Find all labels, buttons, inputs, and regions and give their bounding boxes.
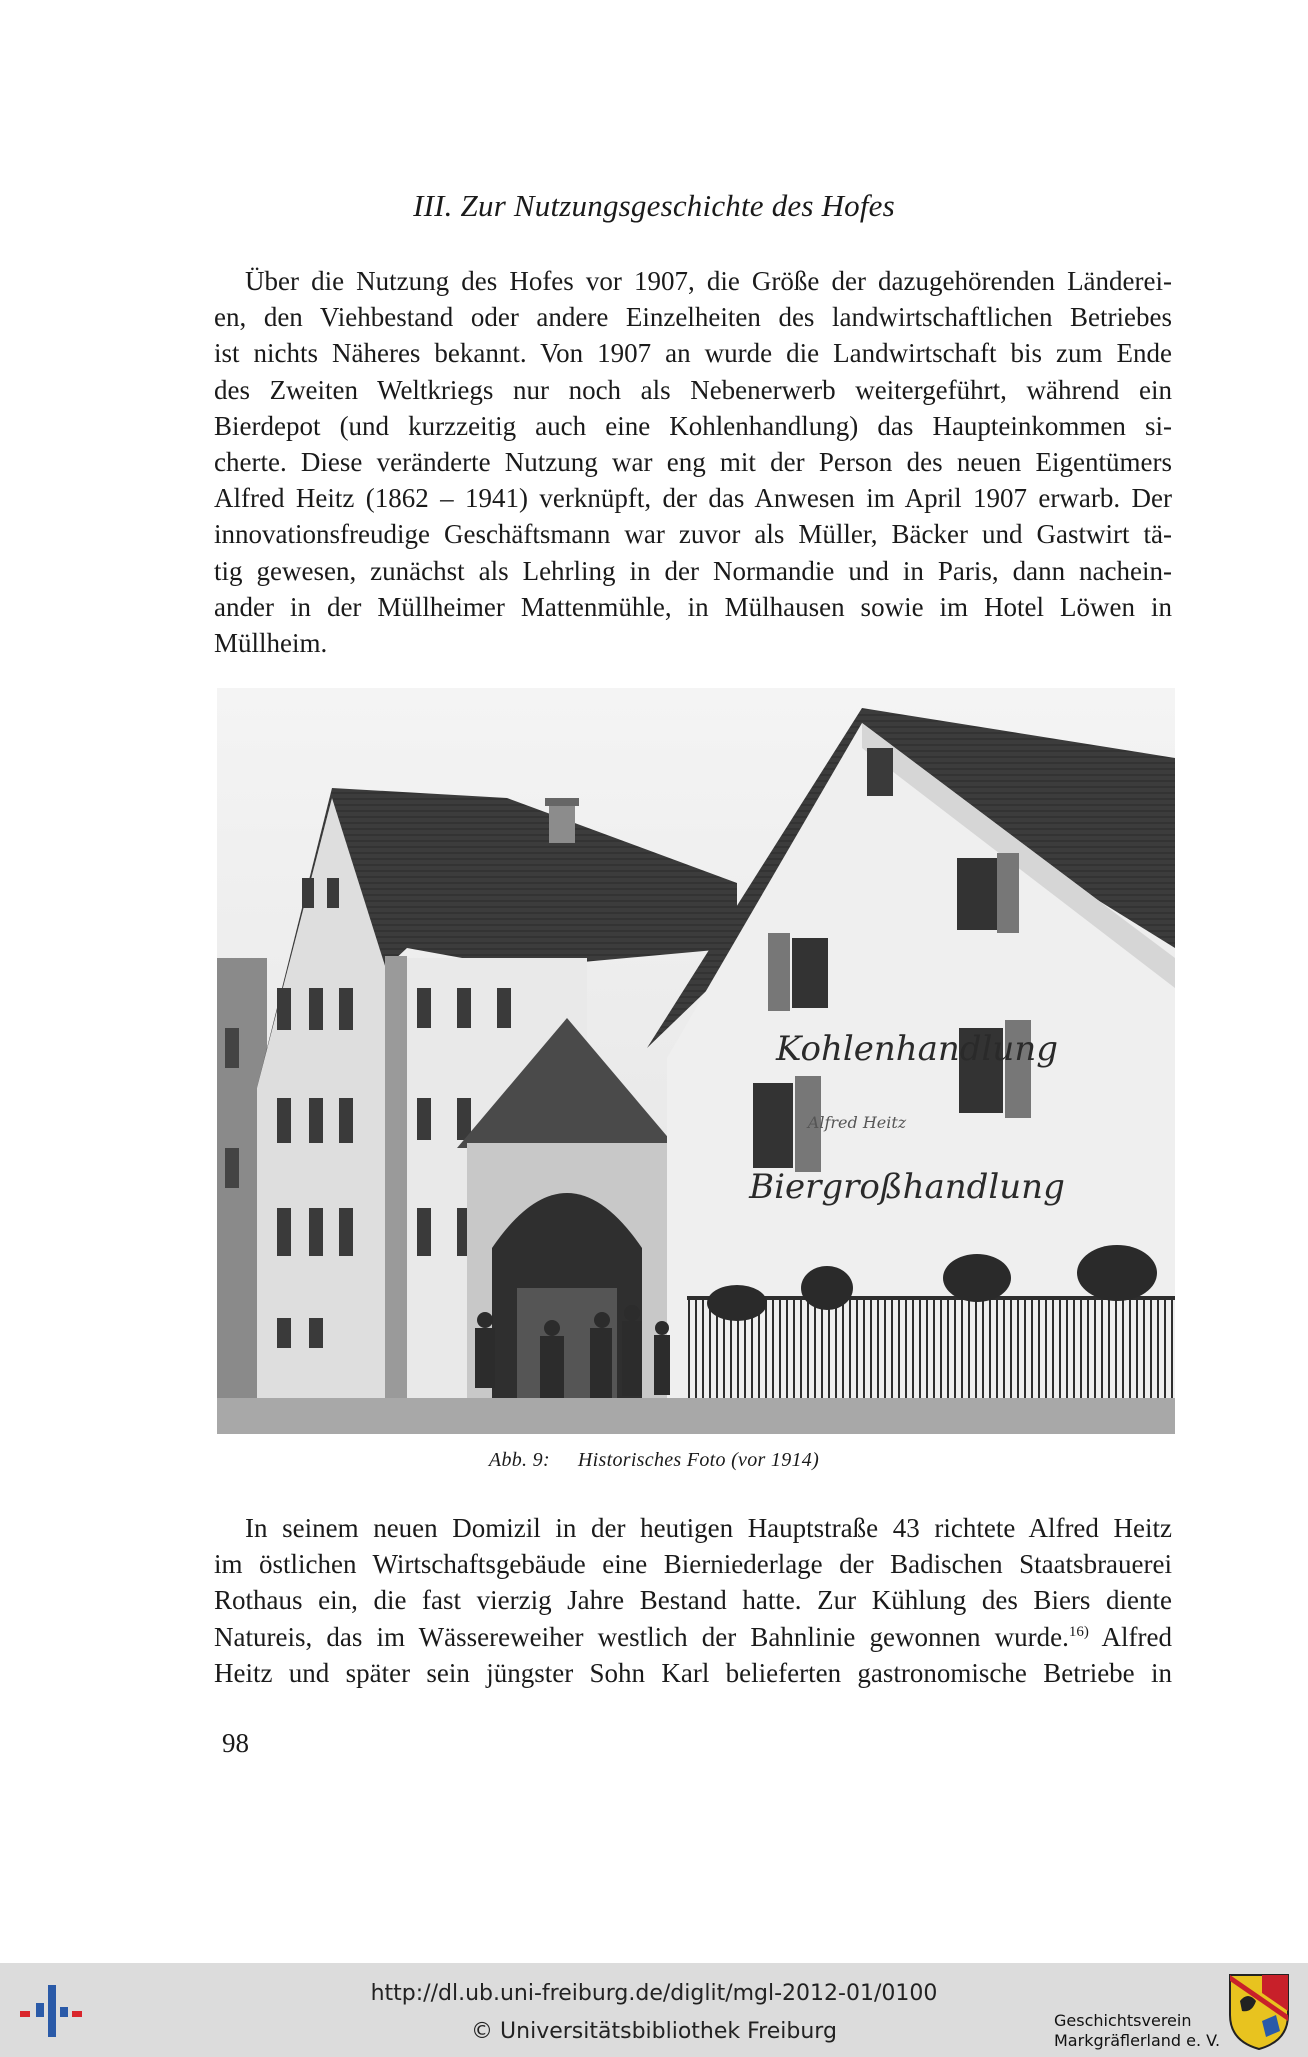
historic-photo (217, 688, 1175, 1434)
footer-bar (0, 1963, 1308, 2057)
text-line: Rothaus ein, die fast vierzig Jahre Bestand hatte. Zur Kühlung des Biers diente (214, 1585, 1172, 1616)
text-line: tig gewesen, zunächst als Lehrling in der Normandie und in Paris, dann nachein- (214, 555, 1172, 586)
caption-text: Historisches Foto (vor 1914) (577, 1449, 820, 1471)
association-line: Markgräflerland e. V. (1054, 2031, 1221, 2050)
text-line: Alfred Heitz (1862 – 1941) verknüpft, der das Anwesen im April 1907 erwarb. Der (214, 483, 1172, 514)
text-line: im östlichen Wirtschaftsgebäude eine Bierniederlage der Badischen Staatsbrauerei (214, 1549, 1172, 1580)
caption-label: Abb. 9: (488, 1449, 550, 1471)
text-segment: Alfred (1088, 1621, 1172, 1652)
sign-biergrosshandlung: Biergroßhandlung (749, 1167, 1065, 1207)
text-line: Müllheim. (214, 628, 328, 659)
section-heading: III. Zur Nutzungsgeschichte des Hofes (413, 188, 895, 223)
sign-kohlenhandlung: Kohlenhandlung (775, 1029, 1059, 1069)
association-line: Geschichtsverein (1054, 2011, 1192, 2030)
text-line: ander in der Müllheimer Mattenmühle, in Mülhausen sowie im Hotel Löwen in (214, 591, 1172, 622)
text-segment: Natureis, das im Wässereweiher westlich der Bahnlinie gewonnen wurde. (214, 1621, 1069, 1652)
paragraph-1 (214, 263, 1172, 661)
coat-of-arms-icon (1226, 1971, 1292, 2051)
paragraph-2 (214, 1510, 1172, 1691)
page-number: 98 (222, 1728, 249, 1758)
text-line: Über die Nutzung des Hofes vor 1907, die Größe der dazugehörenden Länderei- (245, 266, 1172, 296)
text-line: innovationsfreudige Geschäftsmann war zuvor als Müller, Bäcker und Gastwirt tä- (214, 519, 1172, 550)
text-line: ist nichts Näheres bekannt. Von 1907 an wurde die Landwirtschaft bis zum Ende (214, 338, 1172, 369)
sign-name: Alfred Heitz (807, 1113, 907, 1132)
text-line: In seinem neuen Domizil in der heutigen Hauptstraße 43 richtete Alfred Heitz (245, 1513, 1172, 1543)
text-line: en, den Viehbestand oder andere Einzelheiten des landwirtschaftlichen Betriebes (214, 302, 1172, 333)
text-line: des Zweiten Weltkriegs nur noch als Nebenerwerb weitergeführt, während ein (214, 374, 1172, 405)
association-name (1054, 2011, 1220, 2051)
text-line (214, 1619, 1172, 1655)
footer-url[interactable]: http://dl.ub.uni-freiburg.de/diglit/mgl-2012-01/0100 (370, 1981, 938, 2006)
footer-copyright: © Universitätsbibliothek Freiburg (471, 2019, 837, 2044)
text-line: Bierdepot (und kurzzeitig auch eine Kohlenhandlung) das Haupteinkommen si- (214, 410, 1172, 441)
footnote-marker: 16) (1068, 1623, 1089, 1640)
text-line: cherte. Diese veränderte Nutzung war eng mit der Person des neuen Eigentümers (214, 447, 1172, 478)
figure-caption (0, 1449, 1308, 1472)
text-line: Heitz und später sein jüngster Sohn Karl belieferten gastronomische Betriebe in (214, 1657, 1172, 1688)
